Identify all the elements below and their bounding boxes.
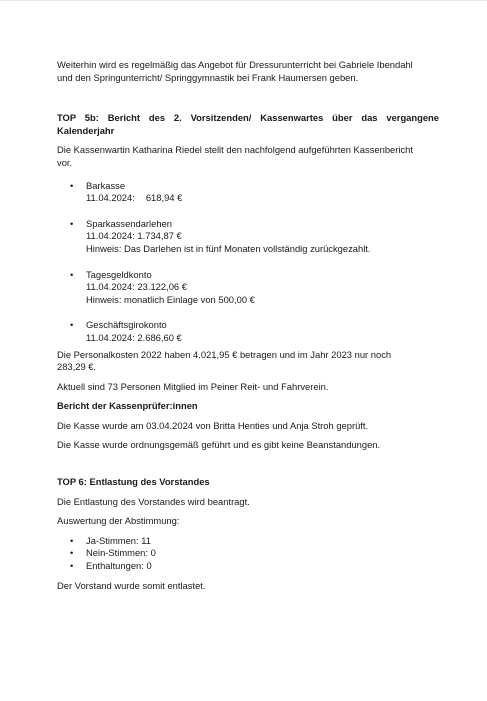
vote-item <box>57 547 439 560</box>
account-item <box>57 218 439 256</box>
bullet-icon: • <box>70 319 74 331</box>
bullet-icon: • <box>70 268 74 280</box>
account-name: Geschäftsgirokonto <box>86 319 167 331</box>
votes-list <box>57 535 439 573</box>
top6-request: Die Entlastung des Vorstandes wird beantragt. <box>57 495 250 507</box>
account-note: Hinweis: monatlich Einlage von 500,00 € <box>86 293 255 305</box>
auditor-heading: Bericht der Kassenprüfer:innen <box>57 400 198 412</box>
personnel-costs <box>57 349 439 374</box>
account-name: Tagesgeldkonto <box>86 268 152 280</box>
account-value: 11.04.2024: 1.734,87 € <box>86 230 182 242</box>
account-date: 11.04.2024: <box>86 192 135 204</box>
account-note: Hinweis: Das Darlehen ist in fünf Monaten vollständig zurückgezahlt. <box>86 242 371 254</box>
top6-heading: TOP 6: Entlastung des Vorstandes <box>57 476 210 488</box>
vote-count: Enthaltungen: 0 <box>86 560 152 572</box>
vote-item <box>57 535 439 548</box>
bullet-icon: • <box>70 560 74 572</box>
top5b-heading-line: Kalenderjahr <box>57 124 115 136</box>
intro-paragraph <box>57 59 439 84</box>
audit-text: Die Kasse wurde am 03.04.2024 von Britta Henties und Anja Stroh geprüft. <box>57 419 369 431</box>
bullet-icon: • <box>70 217 74 229</box>
top5b-heading-line: TOP 5b: Bericht des 2. Vorsitzenden/ Kassenwartes über das vergangene <box>57 112 439 124</box>
account-value: 11.04.2024: 23.122,06 € <box>86 281 187 293</box>
account-amount: 618,94 € <box>145 192 183 204</box>
top6-result: Der Vorstand wurde somit entlastet. <box>57 579 206 591</box>
vote-heading: Auswertung der Abstimmung: <box>57 515 180 527</box>
account-item <box>57 319 439 344</box>
account-name: Sparkassendarlehen <box>86 217 172 229</box>
account-value: 11.04.2024: 2.686,60 € <box>86 331 182 343</box>
vote-item <box>57 560 439 573</box>
page-top-edge <box>0 0 487 1</box>
top5b-heading <box>57 112 439 137</box>
accounts-list <box>57 180 439 345</box>
vote-count: Ja-Stimmen: 11 <box>86 534 151 546</box>
account-item <box>57 269 439 307</box>
bullet-icon: • <box>70 534 74 546</box>
top5b-intro <box>57 144 439 169</box>
intro-line: und den Springunterricht/ Springgymnastik bei Frank Haumersen geben. <box>57 71 359 83</box>
personnel-line: 283,29 €. <box>57 361 97 373</box>
account-value <box>86 192 439 205</box>
audit-result: Die Kasse wurde ordnungsgemäß geführt und es gibt keine Beanstandungen. <box>57 439 381 451</box>
account-name: Barkasse <box>86 179 126 191</box>
account-item <box>57 180 439 205</box>
top5b-intro-line: vor. <box>57 156 73 168</box>
top5b-intro-line: Die Kassenwartin Katharina Riedel stellt den nachfolgend aufgeführten Kassenbericht <box>57 144 413 156</box>
page-content <box>57 59 439 592</box>
member-count: Aktuell sind 73 Personen Mitglied im Peiner Reit- und Fahrverein. <box>57 380 329 392</box>
bullet-icon: • <box>70 547 74 559</box>
intro-line: Weiterhin wird es regelmäßig das Angebot für Dressurunterricht bei Gabriele Ibendahl <box>57 59 413 70</box>
vote-count: Nein-Stimmen: 0 <box>86 547 156 559</box>
personnel-line: Die Personalkosten 2022 haben 4.021,95 € betragen und im Jahr 2023 nur noch <box>57 348 392 360</box>
bullet-icon: • <box>70 179 74 191</box>
